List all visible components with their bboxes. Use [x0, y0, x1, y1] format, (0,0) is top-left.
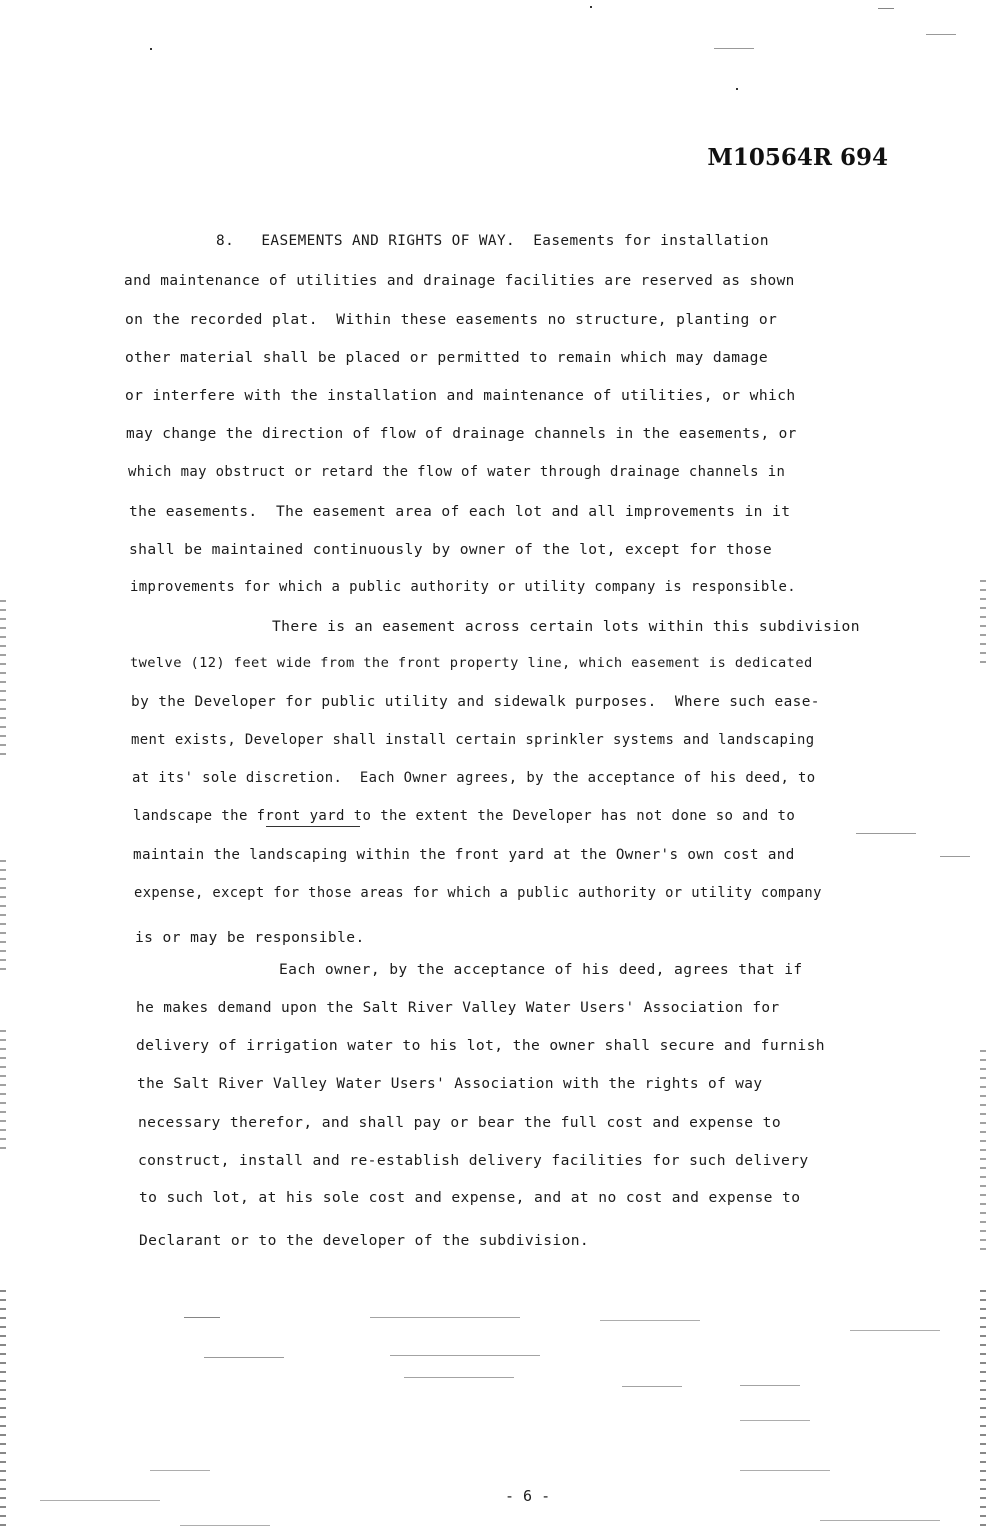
text-line: to such lot, at his sole cost and expense, and at no cost and expense to [139, 1189, 801, 1206]
text-line: Declarant or to the developer of the subdivision. [139, 1232, 590, 1249]
text-line: 8. EASEMENTS AND RIGHTS OF WAY. Easements for installation [216, 233, 769, 249]
recording-number: M10564R 694 [707, 144, 888, 171]
text-line: is or may be responsible. [135, 929, 365, 946]
text-line: the easements. The easement area of each lot and all improvements in it [129, 503, 791, 520]
text-line: expense, except for those areas for which a public authority or utility company [134, 885, 822, 901]
text-line: maintain the landscaping within the front yard at the Owner's own cost and [133, 847, 795, 863]
text-line: improvements for which a public authority or utility company is responsible. [130, 579, 796, 595]
page-number: - 6 - [505, 1487, 551, 1505]
text-line: which may obstruct or retard the flow of water through drainage channels in [128, 464, 786, 480]
text-line: at its' sole discretion. Each Owner agrees, by the acceptance of his deed, to [132, 770, 816, 786]
text-line: ment exists, Developer shall install certain sprinkler systems and landscaping [131, 732, 815, 748]
text-line: by the Developer for public utility and sidewalk purposes. Where such ease- [131, 694, 820, 710]
text-line: Each owner, by the acceptance of his deed, agrees that if [279, 961, 803, 978]
text-line: construct, install and re-establish delivery facilities for such delivery [138, 1152, 809, 1169]
text-line: on the recorded plat. Within these easements no structure, planting or [125, 311, 778, 328]
text-line: or interfere with the installation and maintenance of utilities, or which [125, 387, 796, 404]
text-line: shall be maintained continuously by owner of the lot, except for those [129, 541, 773, 558]
text-line: delivery of irrigation water to his lot, the owner shall secure and furnish [136, 1037, 825, 1054]
text-line: may change the direction of flow of drainage channels in the easements, or [126, 426, 797, 442]
text-line: other material shall be placed or permitted to remain which may damage [125, 349, 769, 366]
handwritten-underline [266, 826, 360, 827]
text-line: he makes demand upon the Salt River Valley Water Users' Association for [136, 1000, 780, 1016]
text-line: landscape the front yard to the extent the Developer has not done so and to [133, 808, 796, 824]
text-line: necessary therefor, and shall pay or bear the full cost and expense to [138, 1114, 782, 1131]
text-line: There is an easement across certain lots within this subdivision [272, 618, 860, 635]
text-line: twelve (12) feet wide from the front property line, which easement is dedicated [130, 655, 813, 671]
text-line: the Salt River Valley Water Users' Association with the rights of way [137, 1076, 763, 1092]
text-line: and maintenance of utilities and drainage facilities are reserved as shown [124, 273, 795, 289]
